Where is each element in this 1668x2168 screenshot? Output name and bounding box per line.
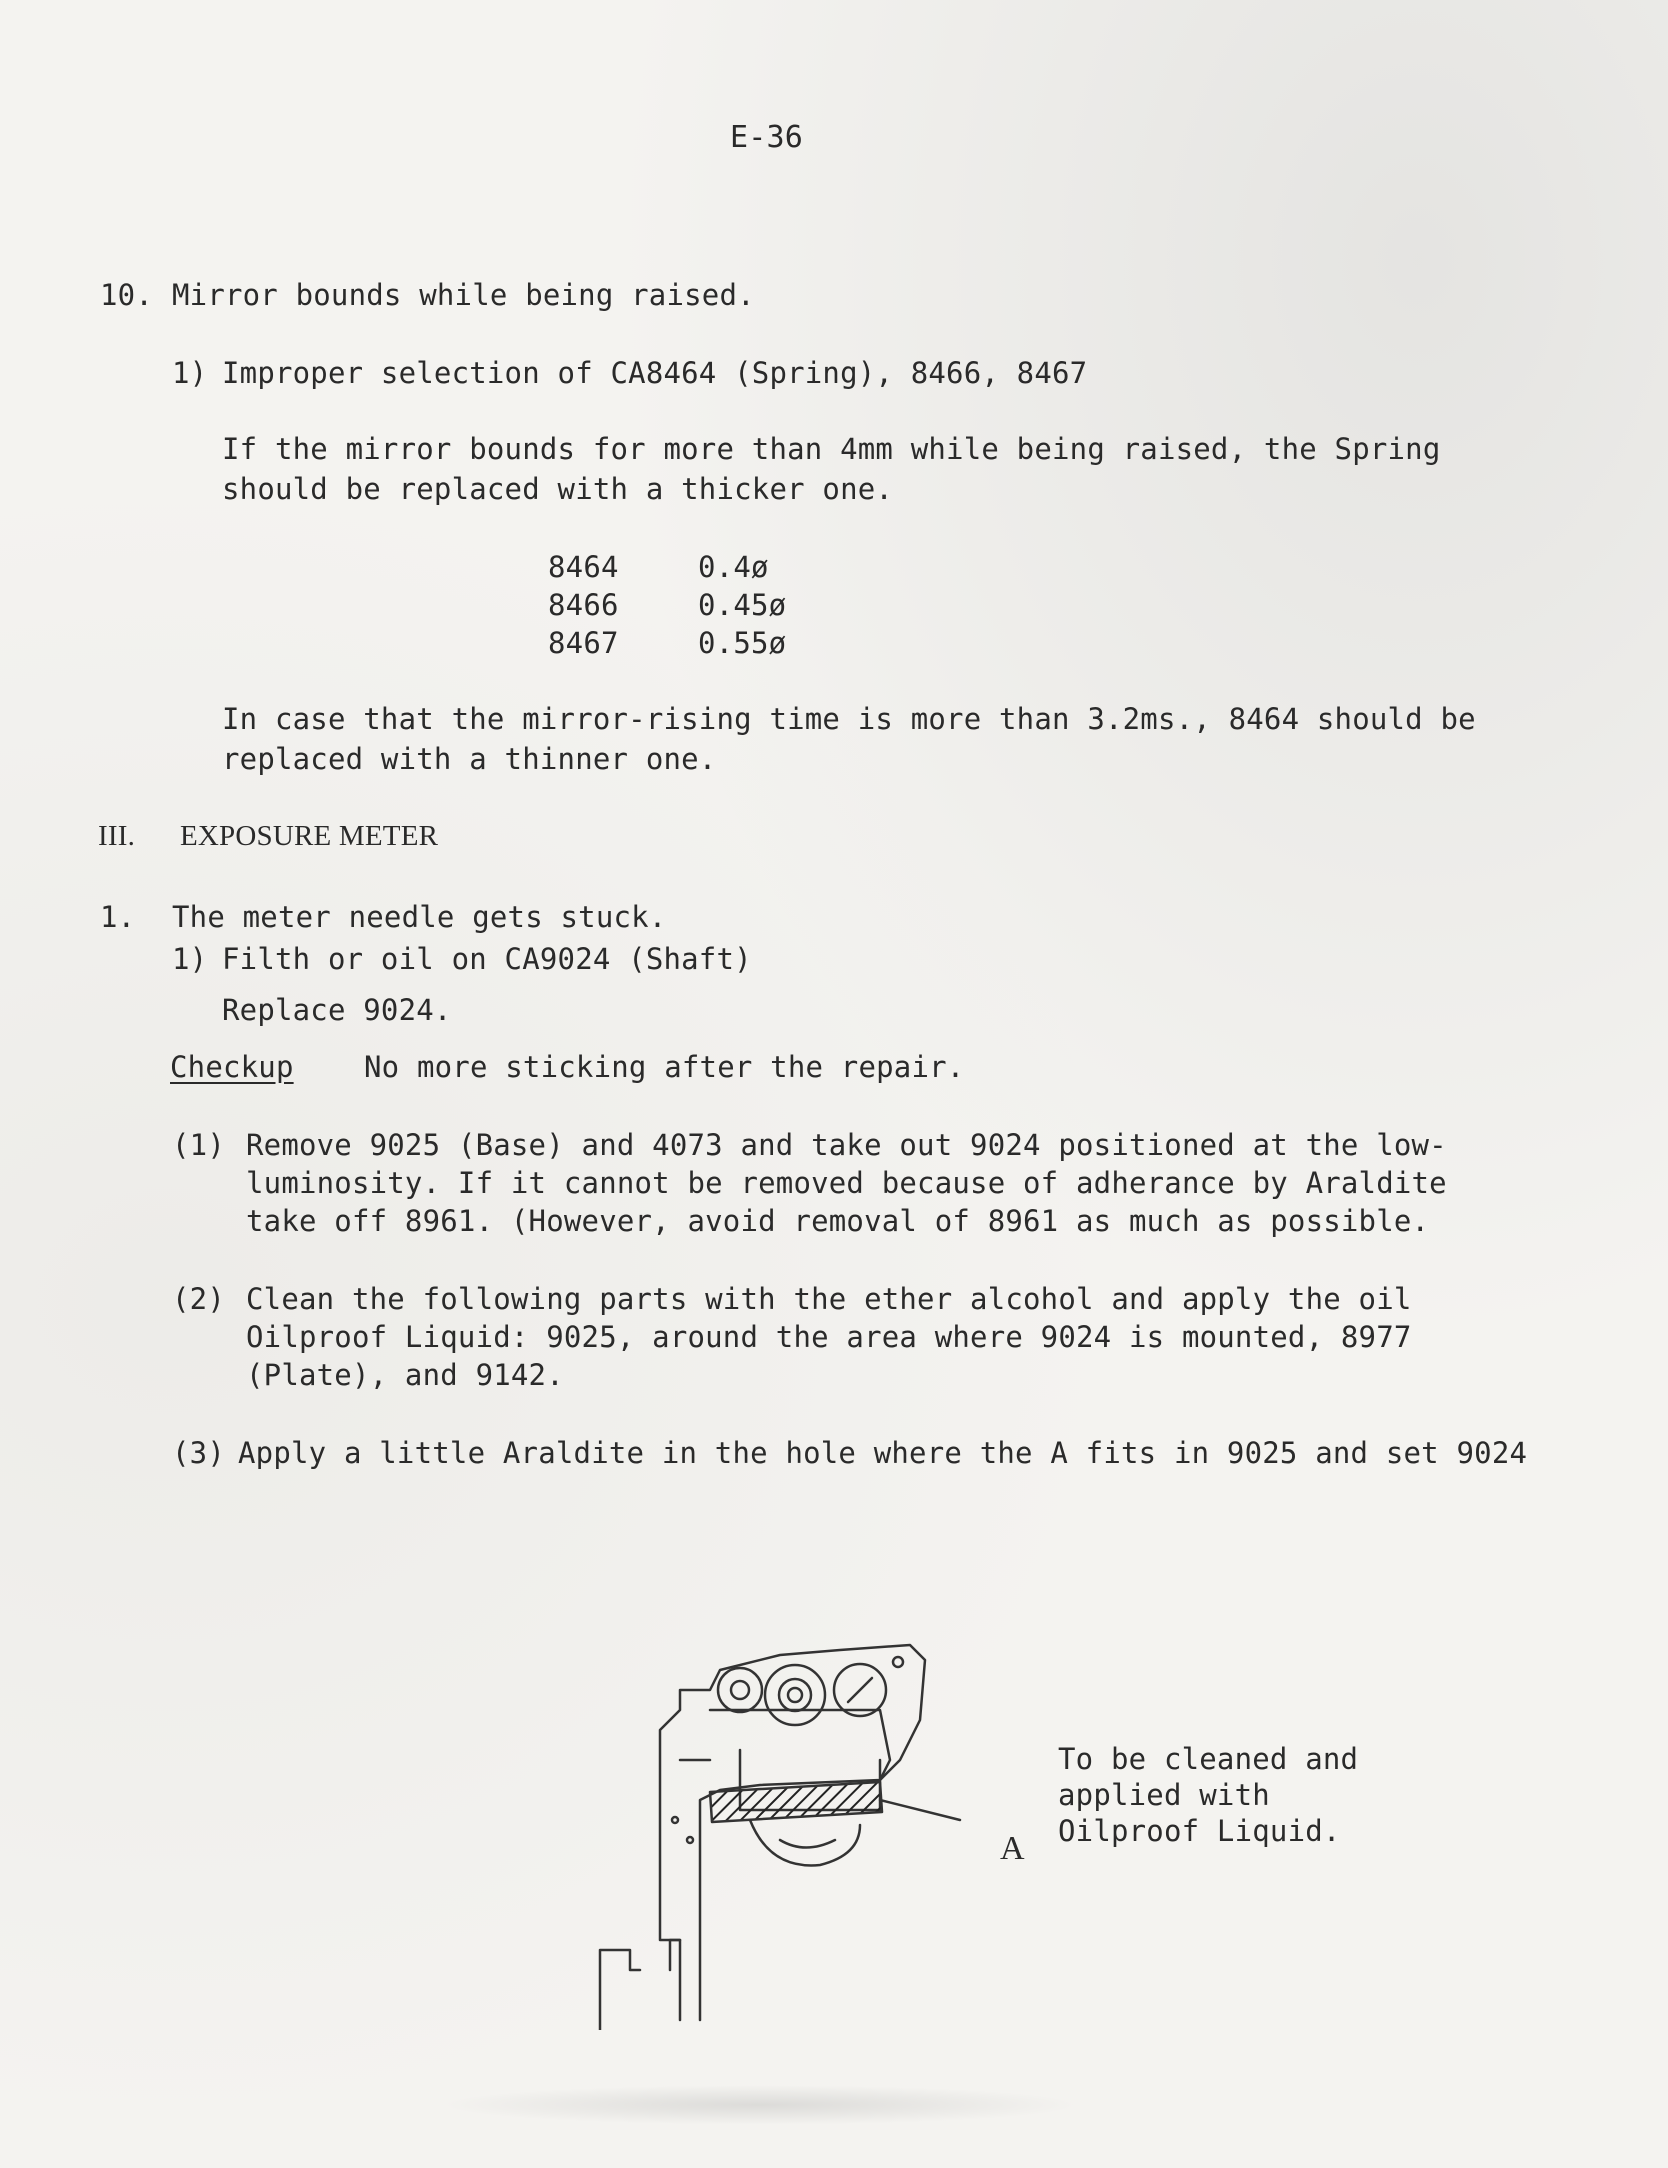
rivet bbox=[687, 1837, 693, 1843]
step-line: luminosity. If it cannot be removed because of adherance by Araldite bbox=[246, 1166, 1447, 1200]
checkup-text: No more sticking after the repair. bbox=[364, 1050, 965, 1084]
lower-arc-inner bbox=[780, 1840, 835, 1848]
spring-part: 8466 bbox=[548, 588, 619, 622]
figure-caption-line: applied with bbox=[1058, 1778, 1270, 1812]
page-number: E-36 bbox=[730, 120, 804, 155]
bottom-bracket-left bbox=[600, 1950, 640, 2030]
inner-plate bbox=[710, 1710, 890, 1780]
callout-label-a: A bbox=[1000, 1830, 1025, 1867]
section-10-heading: Mirror bounds while being raised. bbox=[172, 278, 755, 312]
spring-size: 0.4ø bbox=[698, 550, 769, 584]
step-number: (1) bbox=[172, 1128, 225, 1162]
section-3-heading: EXPOSURE METER bbox=[180, 820, 439, 852]
replace-instruction: Replace 9024. bbox=[222, 993, 452, 1027]
item-1-sub-text: Filth or oil on CA9024 (Shaft) bbox=[222, 942, 752, 976]
paragraph-line: In case that the mirror-rising time is more than 3.2ms., 8464 should be bbox=[222, 702, 1476, 736]
section-3-number: III. bbox=[98, 820, 136, 852]
small-pin bbox=[893, 1657, 903, 1667]
leader-line bbox=[880, 1800, 960, 1820]
checkup-label: Checkup bbox=[170, 1050, 294, 1084]
section-10-item-1-number: 1) bbox=[172, 356, 208, 390]
step-number: (2) bbox=[172, 1282, 225, 1316]
meter-mechanism-diagram bbox=[580, 1640, 1040, 2030]
section-10-number: 10. bbox=[100, 278, 153, 312]
rivet bbox=[672, 1817, 678, 1823]
spring-size: 0.45ø bbox=[698, 588, 787, 622]
figure-caption-line: To be cleaned and bbox=[1058, 1742, 1359, 1776]
paragraph-line: should be replaced with a thicker one. bbox=[222, 472, 894, 506]
step-number: (3) bbox=[172, 1436, 225, 1470]
step-line: Apply a little Araldite in the hole where the A fits in 9025 and set 9024 bbox=[238, 1436, 1528, 1470]
step-line: take off 8961. (However, avoid removal of 8961 as much as possible. bbox=[246, 1204, 1430, 1238]
bottom-bracket-mid bbox=[670, 1940, 680, 1970]
gear-left-hub bbox=[731, 1681, 749, 1699]
spring-part: 8464 bbox=[548, 550, 619, 584]
spring-part: 8467 bbox=[548, 626, 619, 660]
gear-left bbox=[718, 1668, 762, 1712]
step-line: (Plate), and 9142. bbox=[246, 1358, 564, 1392]
paragraph-line: If the mirror bounds for more than 4mm while being raised, the Spring bbox=[222, 432, 1441, 466]
figure-caption-line: Oilproof Liquid. bbox=[1058, 1814, 1341, 1848]
paragraph-line: replaced with a thinner one. bbox=[222, 742, 717, 776]
step-line: Remove 9025 (Base) and 4073 and take out 9024 positioned at the low- bbox=[246, 1128, 1447, 1162]
gear-center-hub bbox=[788, 1688, 802, 1702]
step-line: Oilproof Liquid: 9025, around the area where 9024 is mounted, 8977 bbox=[246, 1320, 1412, 1354]
gear-center bbox=[765, 1665, 825, 1725]
item-1-heading: The meter needle gets stuck. bbox=[172, 900, 667, 934]
scan-smudge bbox=[440, 2085, 1080, 2125]
lower-arc bbox=[750, 1820, 860, 1865]
gear-center-ring bbox=[779, 1679, 811, 1711]
screw-slot bbox=[848, 1678, 872, 1702]
step-line: Clean the following parts with the ether alcohol and apply the oil bbox=[246, 1282, 1412, 1316]
item-1-sub-number: 1) bbox=[172, 942, 208, 976]
spring-size: 0.55ø bbox=[698, 626, 787, 660]
item-1-number: 1. bbox=[100, 900, 136, 934]
section-10-item-1-text: Improper selection of CA8464 (Spring), 8466, 8467 bbox=[222, 356, 1088, 390]
